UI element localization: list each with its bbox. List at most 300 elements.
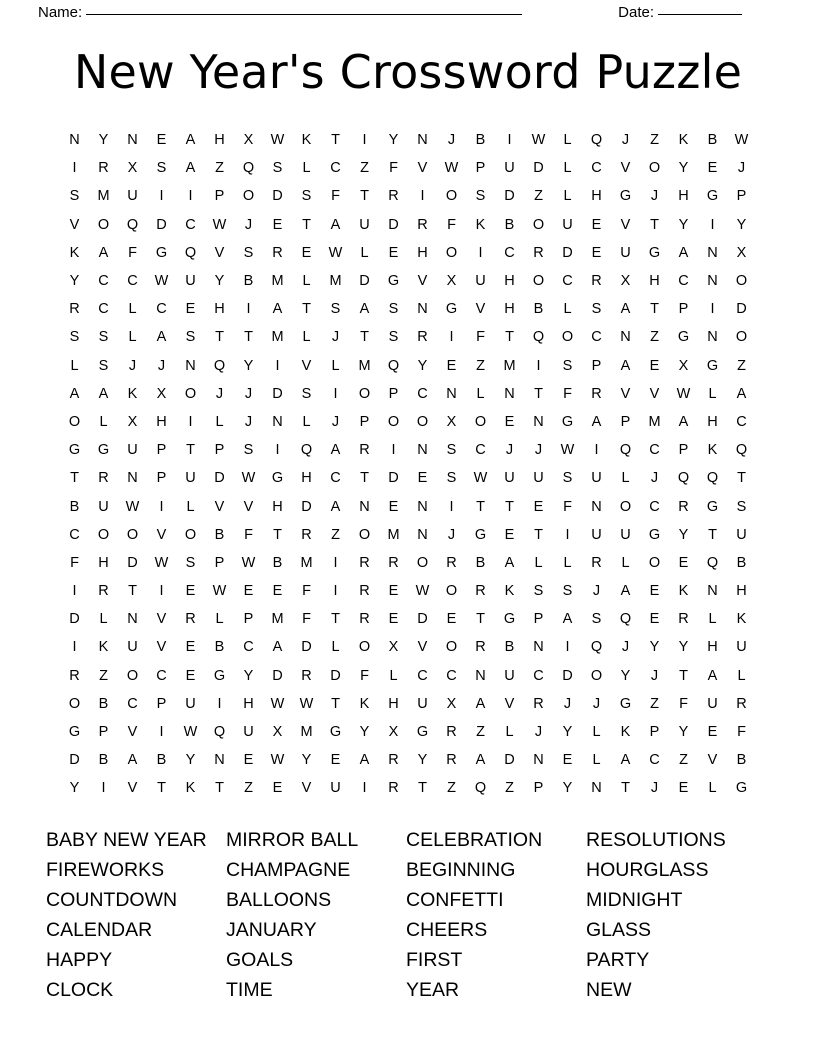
grid-cell[interactable]: L [389,667,398,684]
grid-cell[interactable]: O [445,244,458,261]
grid-cell[interactable]: Q [213,357,226,374]
grid-cell[interactable]: E [185,301,196,318]
grid-cell[interactable]: B [98,695,109,712]
grid-cell[interactable]: F [476,329,485,346]
grid-cell[interactable]: E [707,724,718,741]
grid-cell[interactable]: D [388,216,399,233]
grid-cell[interactable]: T [505,329,514,346]
grid-cell[interactable]: R [446,724,457,741]
grid-cell[interactable]: R [69,301,80,318]
grid-cell[interactable]: O [561,329,574,346]
word-list-item[interactable]: MIDNIGHT [586,888,683,911]
grid-cell[interactable]: C [504,244,515,261]
grid-cell[interactable]: V [620,385,631,402]
grid-cell[interactable]: D [562,667,573,684]
grid-cell[interactable]: A [359,301,370,318]
grid-cell[interactable]: L [331,639,340,656]
grid-cell[interactable]: F [737,724,746,741]
grid-cell[interactable]: L [302,329,311,346]
grid-cell[interactable]: U [359,216,370,233]
grid-cell[interactable]: E [504,413,515,430]
grid-cell[interactable]: T [302,301,311,318]
grid-cell[interactable]: R [359,442,370,459]
grid-cell[interactable]: O [97,526,110,543]
grid-cell[interactable]: W [444,160,459,177]
grid-cell[interactable]: W [531,132,546,149]
grid-cell[interactable]: F [679,695,688,712]
grid-cell[interactable]: Z [476,724,485,741]
grid-cell[interactable]: N [417,442,428,459]
grid-cell[interactable]: G [271,470,284,487]
grid-cell[interactable]: Y [98,132,109,149]
grid-cell[interactable]: O [242,188,255,205]
grid-cell[interactable]: P [533,611,544,628]
grid-cell[interactable]: P [533,780,544,797]
grid-cell[interactable]: T [360,329,369,346]
grid-cell[interactable]: X [620,273,631,290]
grid-cell[interactable]: H [504,273,515,290]
grid-cell[interactable]: L [302,273,311,290]
grid-cell[interactable]: L [331,357,340,374]
grid-cell[interactable]: O [126,526,139,543]
grid-cell[interactable]: O [387,413,400,430]
grid-cell[interactable]: V [417,273,428,290]
grid-cell[interactable]: P [736,188,747,205]
grid-cell[interactable]: A [620,357,631,374]
grid-cell[interactable]: T [186,442,195,459]
grid-cell[interactable]: T [737,470,746,487]
grid-cell[interactable]: T [708,526,717,543]
grid-cell[interactable]: C [649,442,660,459]
grid-cell[interactable]: S [185,329,196,346]
grid-cell[interactable]: R [272,244,283,261]
grid-cell[interactable]: L [70,357,79,374]
grid-cell[interactable]: Z [505,780,514,797]
word-list-item[interactable]: CLOCK [46,978,114,1001]
grid-cell[interactable]: K [127,385,138,402]
grid-cell[interactable]: X [156,385,167,402]
grid-cell[interactable]: U [417,695,428,712]
grid-cell[interactable]: C [69,526,80,543]
grid-cell[interactable]: L [563,188,572,205]
grid-cell[interactable]: M [271,273,284,290]
grid-cell[interactable]: T [360,188,369,205]
grid-cell[interactable]: Y [243,357,254,374]
grid-cell[interactable]: O [445,639,458,656]
grid-cell[interactable]: X [388,639,399,656]
grid-cell[interactable]: V [214,244,225,261]
grid-cell[interactable]: S [330,301,341,318]
grid-cell[interactable]: Z [650,695,659,712]
grid-cell[interactable]: E [272,216,283,233]
grid-cell[interactable]: K [707,442,718,459]
grid-cell[interactable]: C [475,442,486,459]
grid-cell[interactable]: S [388,301,399,318]
grid-cell[interactable]: L [302,413,311,430]
grid-cell[interactable]: X [127,413,138,430]
grid-cell[interactable]: E [533,498,544,515]
grid-cell[interactable]: O [358,526,371,543]
grid-cell[interactable]: H [417,244,428,261]
grid-cell[interactable]: O [445,583,458,600]
grid-cell[interactable]: O [68,695,81,712]
grid-cell[interactable]: W [183,724,198,741]
grid-cell[interactable]: R [98,583,109,600]
grid-cell[interactable]: P [214,554,225,571]
grid-cell[interactable]: F [563,498,572,515]
grid-cell[interactable]: N [417,526,428,543]
grid-cell[interactable]: U [591,470,602,487]
grid-cell[interactable]: F [70,554,79,571]
grid-cell[interactable]: S [388,329,399,346]
grid-cell[interactable]: E [243,752,254,769]
grid-cell[interactable]: U [243,724,254,741]
grid-cell[interactable]: A [678,413,689,430]
grid-cell[interactable]: J [650,470,659,487]
word-list-item[interactable]: BABY NEW YEAR [46,828,207,851]
grid-cell[interactable]: R [446,554,457,571]
grid-cell[interactable]: J [592,695,601,712]
grid-cell[interactable]: A [272,301,283,318]
grid-cell[interactable]: N [620,329,631,346]
grid-cell[interactable]: T [128,583,137,600]
grid-cell[interactable]: U [736,639,747,656]
grid-cell[interactable]: Y [359,724,370,741]
grid-cell[interactable]: L [215,611,224,628]
grid-cell[interactable]: E [156,132,167,149]
grid-cell[interactable]: T [360,470,369,487]
grid-cell[interactable]: S [562,470,573,487]
grid-cell[interactable]: T [157,780,166,797]
grid-cell[interactable]: M [648,413,661,430]
grid-cell[interactable]: H [98,554,109,571]
grid-cell[interactable]: J [128,357,137,374]
grid-cell[interactable]: M [329,273,342,290]
grid-cell[interactable]: U [591,526,602,543]
grid-cell[interactable]: R [533,695,544,712]
grid-cell[interactable]: R [678,611,689,628]
grid-cell[interactable]: A [562,611,573,628]
grid-cell[interactable]: T [331,695,340,712]
grid-cell[interactable]: E [678,554,689,571]
grid-cell[interactable]: Q [619,442,632,459]
grid-cell[interactable]: S [243,442,254,459]
grid-cell[interactable]: B [504,216,515,233]
grid-cell[interactable]: P [98,724,109,741]
grid-cell[interactable]: Y [214,273,225,290]
grid-cell[interactable]: E [446,611,457,628]
grid-cell[interactable]: U [533,470,544,487]
grid-cell[interactable]: N [185,357,196,374]
grid-cell[interactable]: E [649,611,660,628]
grid-cell[interactable]: G [619,188,632,205]
grid-cell[interactable]: G [213,667,226,684]
grid-cell[interactable]: N [707,244,718,261]
grid-cell[interactable]: U [127,442,138,459]
grid-cell[interactable]: M [300,554,313,571]
grid-cell[interactable]: A [475,752,486,769]
grid-cell[interactable]: S [591,611,602,628]
grid-cell[interactable]: C [533,667,544,684]
grid-cell[interactable]: P [591,357,602,374]
grid-cell[interactable]: N [359,498,370,515]
grid-cell[interactable]: G [561,413,574,430]
grid-cell[interactable]: R [533,244,544,261]
grid-cell[interactable]: U [330,780,341,797]
grid-cell[interactable]: H [214,132,225,149]
grid-cell[interactable]: Z [737,357,746,374]
grid-cell[interactable]: D [272,385,283,402]
grid-cell[interactable]: N [214,752,225,769]
grid-cell[interactable]: G [648,526,661,543]
word-list-item[interactable]: GLASS [586,918,652,941]
grid-cell[interactable]: C [330,470,341,487]
grid-cell[interactable]: H [707,413,718,430]
grid-cell[interactable]: G [416,724,429,741]
grid-cell[interactable]: W [241,470,256,487]
grid-cell[interactable]: X [243,132,254,149]
grid-cell[interactable]: V [649,385,660,402]
grid-cell[interactable]: L [563,301,572,318]
grid-cell[interactable]: W [270,132,285,149]
grid-cell[interactable]: I [333,385,338,402]
grid-cell[interactable]: C [127,695,138,712]
grid-cell[interactable]: J [244,385,253,402]
grid-cell[interactable]: A [620,583,631,600]
grid-cell[interactable]: O [532,216,545,233]
grid-cell[interactable]: J [447,132,456,149]
grid-cell[interactable]: S [301,385,312,402]
grid-cell[interactable]: J [737,160,746,177]
grid-cell[interactable]: V [127,724,138,741]
grid-cell[interactable]: I [275,442,280,459]
grid-cell[interactable]: O [648,160,661,177]
grid-cell[interactable]: F [128,244,137,261]
grid-cell[interactable]: W [241,554,256,571]
word-list-item[interactable]: TIME [226,978,273,1001]
grid-cell[interactable]: P [620,413,631,430]
grid-cell[interactable]: E [330,752,341,769]
grid-cell[interactable]: S [69,188,80,205]
grid-cell[interactable]: Y [185,752,196,769]
grid-cell[interactable]: J [157,357,166,374]
grid-cell[interactable]: R [185,611,196,628]
grid-cell[interactable]: Z [360,160,369,177]
grid-cell[interactable]: N [127,132,138,149]
grid-cell[interactable]: P [678,301,689,318]
grid-cell[interactable]: F [563,385,572,402]
grid-cell[interactable]: U [98,498,109,515]
grid-cell[interactable]: B [156,752,167,769]
grid-cell[interactable]: P [359,413,370,430]
grid-cell[interactable]: W [473,470,488,487]
grid-cell[interactable]: L [128,329,137,346]
grid-cell[interactable]: Z [534,188,543,205]
grid-cell[interactable]: J [563,695,572,712]
word-list-item[interactable]: BEGINNING [406,858,516,881]
grid-cell[interactable]: I [449,498,454,515]
grid-cell[interactable]: R [388,752,399,769]
grid-cell[interactable]: W [415,583,430,600]
grid-cell[interactable]: V [127,780,138,797]
grid-cell[interactable]: A [69,385,80,402]
grid-cell[interactable]: Y [678,160,689,177]
grid-cell[interactable]: M [271,329,284,346]
grid-cell[interactable]: J [650,780,659,797]
word-list-item[interactable]: CELEBRATION [406,828,543,851]
grid-cell[interactable]: Z [650,132,659,149]
grid-cell[interactable]: I [710,216,715,233]
grid-cell[interactable]: X [272,724,283,741]
grid-cell[interactable]: O [126,667,139,684]
grid-cell[interactable]: K [359,695,370,712]
grid-cell[interactable]: G [706,188,719,205]
grid-cell[interactable]: V [620,160,631,177]
grid-cell[interactable]: W [154,273,169,290]
grid-cell[interactable]: K [736,611,747,628]
grid-cell[interactable]: U [185,695,196,712]
grid-cell[interactable]: L [476,385,485,402]
grid-cell[interactable]: R [98,160,109,177]
grid-cell[interactable]: T [505,498,514,515]
grid-cell[interactable]: U [504,667,515,684]
grid-cell[interactable]: V [504,695,515,712]
grid-cell[interactable]: D [69,752,80,769]
grid-cell[interactable]: Y [69,780,80,797]
grid-cell[interactable]: O [358,385,371,402]
grid-cell[interactable]: L [708,385,717,402]
grid-cell[interactable]: L [621,554,630,571]
grid-cell[interactable]: Q [474,780,487,797]
grid-cell[interactable]: J [650,667,659,684]
word-list-item[interactable]: COUNTDOWN [46,888,178,911]
grid-cell[interactable]: W [270,695,285,712]
grid-cell[interactable]: W [734,132,749,149]
grid-cell[interactable]: R [591,554,602,571]
grid-cell[interactable]: U [736,526,747,543]
grid-cell[interactable]: T [476,498,485,515]
grid-cell[interactable]: U [620,244,631,261]
grid-cell[interactable]: T [679,667,688,684]
grid-cell[interactable]: S [98,329,109,346]
grid-cell[interactable]: Y [678,526,689,543]
grid-cell[interactable]: C [185,216,196,233]
grid-cell[interactable]: R [98,470,109,487]
grid-cell[interactable]: R [388,188,399,205]
grid-cell[interactable]: S [475,188,486,205]
grid-cell[interactable]: K [69,244,80,261]
grid-cell[interactable]: R [591,273,602,290]
grid-cell[interactable]: L [360,244,369,261]
grid-cell[interactable]: E [504,526,515,543]
grid-cell[interactable]: O [445,188,458,205]
grid-cell[interactable]: Z [447,780,456,797]
grid-cell[interactable]: V [69,216,80,233]
grid-cell[interactable]: B [98,752,109,769]
grid-cell[interactable]: D [272,188,283,205]
grid-cell[interactable]: I [333,554,338,571]
grid-cell[interactable]: Y [620,667,631,684]
word-list-item[interactable]: CHAMPAGNE [226,858,351,881]
grid-cell[interactable]: Y [417,357,428,374]
word-list-item[interactable]: CALENDAR [46,918,153,941]
grid-cell[interactable]: D [504,752,515,769]
grid-cell[interactable]: F [360,667,369,684]
grid-cell[interactable]: J [534,442,543,459]
grid-cell[interactable]: B [69,498,80,515]
grid-cell[interactable]: S [591,301,602,318]
grid-cell[interactable]: R [736,695,747,712]
grid-cell[interactable]: L [563,554,572,571]
word-list-item[interactable]: CHEERS [406,918,488,941]
grid-cell[interactable]: T [273,526,282,543]
grid-cell[interactable]: I [333,583,338,600]
grid-cell[interactable]: S [562,357,573,374]
grid-cell[interactable]: L [563,132,572,149]
grid-cell[interactable]: E [388,244,399,261]
grid-cell[interactable]: A [185,132,196,149]
grid-cell[interactable]: V [156,639,167,656]
grid-cell[interactable]: Q [677,470,690,487]
grid-cell[interactable]: N [127,470,138,487]
word-list-item[interactable]: HOURGLASS [586,858,709,881]
grid-cell[interactable]: C [736,413,747,430]
grid-cell[interactable]: C [446,667,457,684]
grid-cell[interactable]: I [449,329,454,346]
grid-cell[interactable]: Z [331,526,340,543]
grid-cell[interactable]: I [159,498,164,515]
grid-cell[interactable]: O [416,554,429,571]
grid-cell[interactable]: N [272,413,283,430]
grid-cell[interactable]: W [212,216,227,233]
word-list-item[interactable]: MIRROR BALL [226,828,359,851]
grid-cell[interactable]: I [72,639,77,656]
grid-cell[interactable]: J [621,639,630,656]
grid-cell[interactable]: L [737,667,746,684]
grid-cell[interactable]: V [475,301,486,318]
grid-cell[interactable]: B [243,273,254,290]
grid-cell[interactable]: K [98,639,109,656]
grid-cell[interactable]: O [68,413,81,430]
grid-cell[interactable]: R [359,583,370,600]
word-list-item[interactable]: YEAR [406,978,460,1001]
grid-cell[interactable]: O [97,216,110,233]
grid-cell[interactable]: G [503,611,516,628]
grid-cell[interactable]: A [98,385,109,402]
grid-cell[interactable]: C [649,498,660,515]
grid-cell[interactable]: G [68,442,81,459]
grid-cell[interactable]: V [301,780,312,797]
grid-cell[interactable]: V [214,498,225,515]
grid-cell[interactable]: K [301,132,312,149]
grid-cell[interactable]: O [590,667,603,684]
grid-cell[interactable]: D [359,273,370,290]
grid-cell[interactable]: I [188,188,193,205]
grid-cell[interactable]: E [388,611,399,628]
grid-cell[interactable]: X [446,695,457,712]
grid-cell[interactable]: N [69,132,80,149]
grid-cell[interactable]: K [475,216,486,233]
word-list-item[interactable]: FIRST [406,948,463,971]
grid-cell[interactable]: V [156,526,167,543]
grid-cell[interactable]: T [476,611,485,628]
name-write-line[interactable] [86,14,522,15]
grid-cell[interactable]: Y [388,132,399,149]
grid-cell[interactable]: Y [562,724,573,741]
grid-cell[interactable]: S [446,470,457,487]
grid-cell[interactable]: I [159,583,164,600]
grid-cell[interactable]: K [678,583,689,600]
